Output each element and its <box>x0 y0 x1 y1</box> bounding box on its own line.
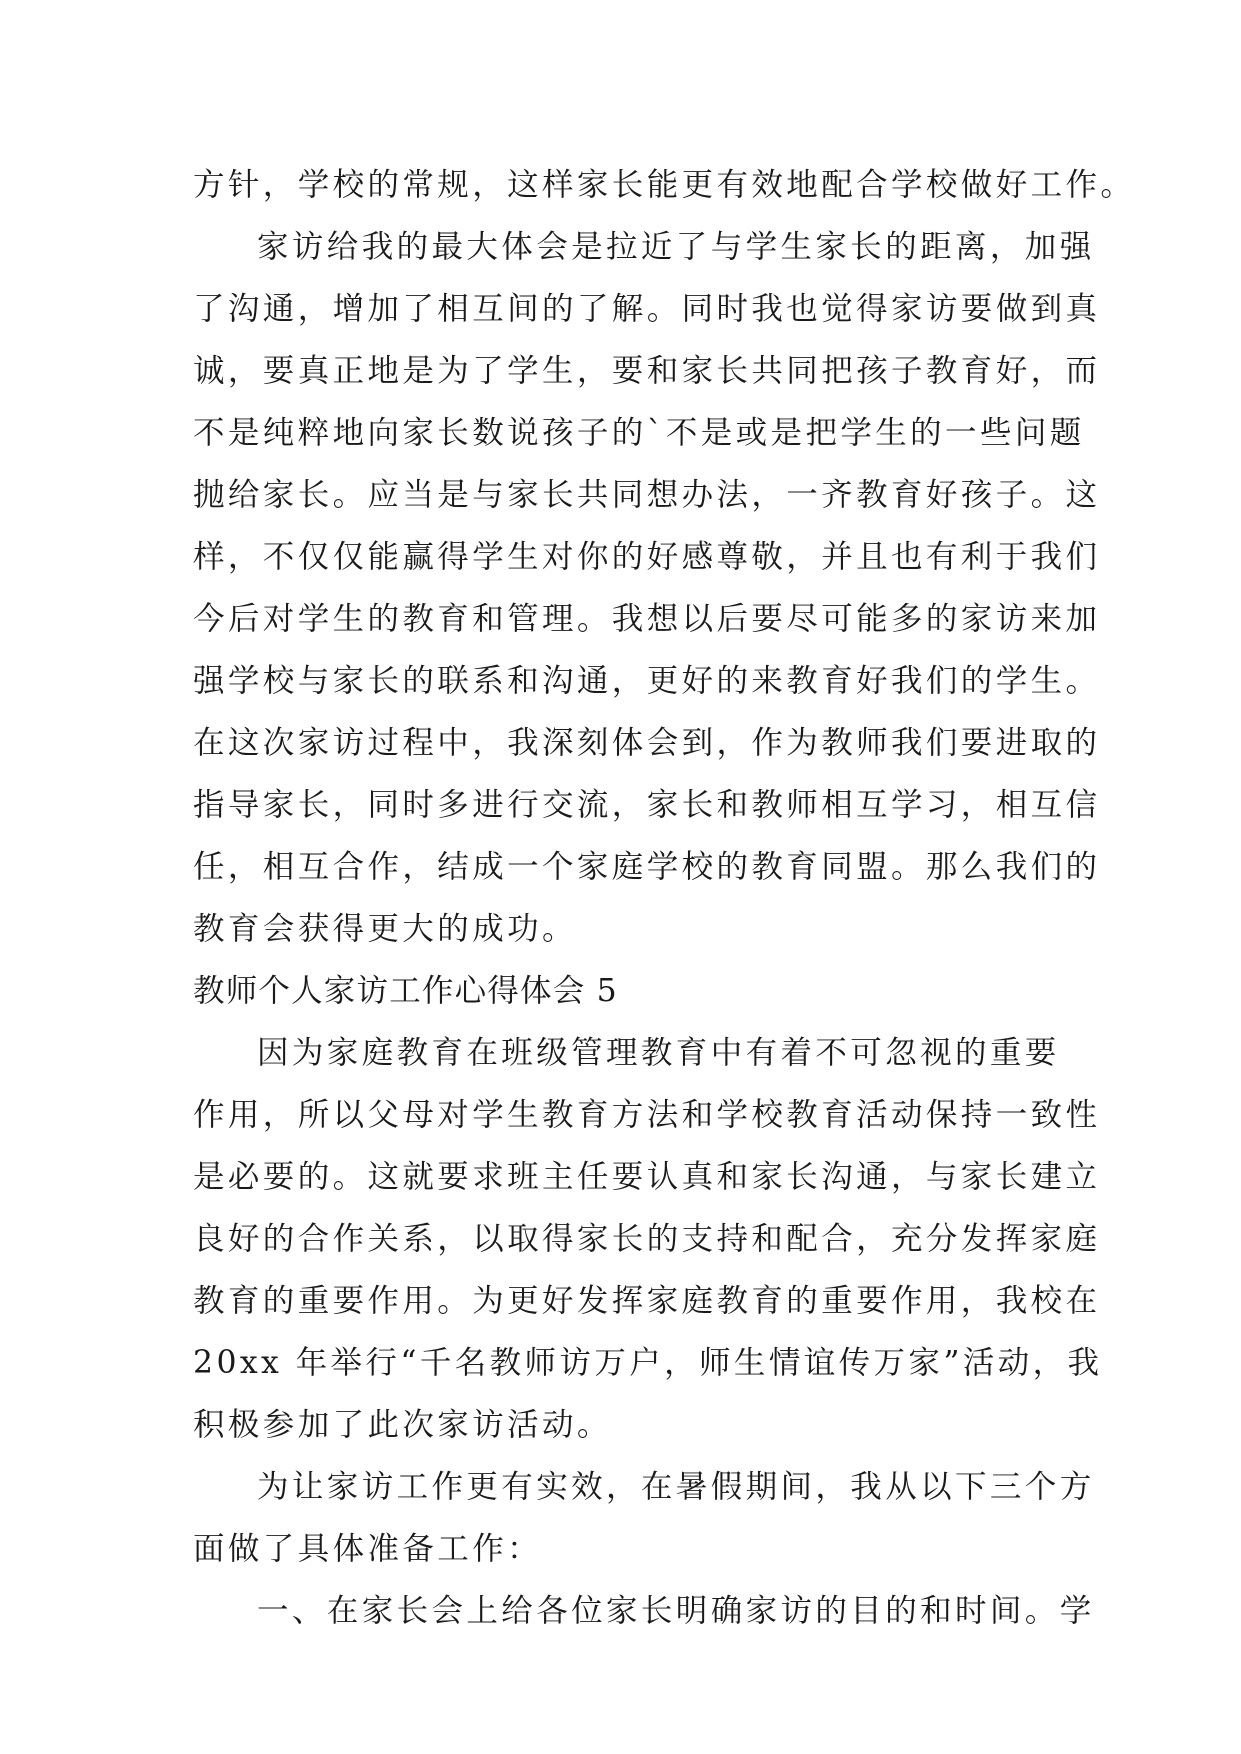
text-line: 样，不仅仅能赢得学生对你的好感尊敬，并且也有利于我们 <box>193 539 1101 575</box>
text-line: 教育会获得更大的成功。 <box>193 911 577 947</box>
text-line: 教育的重要作用。为更好发挥家庭教育的重要作用，我校在 <box>193 1283 1101 1319</box>
text-line: 良好的合作关系，以取得家长的支持和配合，充分发挥家庭 <box>193 1221 1101 1257</box>
text-line: 诚，要真正地是为了学生，要和家长共同把孩子教育好，而 <box>193 353 1101 389</box>
paragraph-first-line: 家访给我的最大体会是拉近了与学生家长的距离，加强 <box>257 229 1095 265</box>
text-line: 指导家长，同时多进行交流，家长和教师相互学习，相互信 <box>193 787 1101 823</box>
text-line: 任，相互合作，结成一个家庭学校的教育同盟。那么我们的 <box>193 849 1101 885</box>
text-line: 了沟通，增加了相互间的了解。同时我也觉得家访要做到真 <box>193 291 1101 327</box>
paragraph-first-line: 因为家庭教育在班级管理教育中有着不可忽视的重要 <box>257 1035 1060 1071</box>
text-line: 抛给家长。应当是与家长共同想办法，一齐教育好孩子。这 <box>193 477 1101 513</box>
text-line: 作用，所以父母对学生教育方法和学校教育活动保持一致性 <box>193 1097 1101 1133</box>
paragraph-first-line: 一、在家长会上给各位家长明确家访的目的和时间。学 <box>257 1593 1095 1629</box>
text-line: 不是纯粹地向家长数说孩子的`不是或是把学生的一些问题 <box>193 415 1085 451</box>
text-line: 在这次家访过程中，我深刻体会到，作为教师我们要进取的 <box>193 725 1101 761</box>
text-line: 今后对学生的教育和管理。我想以后要尽可能多的家访来加 <box>193 601 1101 637</box>
text-line: 面做了具体准备工作： <box>193 1531 543 1567</box>
text-line: 是必要的。这就要求班主任要认真和家长沟通，与家长建立 <box>193 1159 1101 1195</box>
text-line: 20xx 年举行“千名教师访万户，师生情谊传万家”活动，我 <box>193 1345 1103 1381</box>
text-line: 积极参加了此次家访活动。 <box>193 1407 612 1443</box>
text-line: 强学校与家长的联系和沟通，更好的来教育好我们的学生。 <box>193 663 1101 699</box>
text-line: 方针，学校的常规，这样家长能更有效地配合学校做好工作。 <box>193 167 1136 203</box>
section-heading: 教师个人家访工作心得体会 5 <box>193 973 618 1009</box>
paragraph-first-line: 为让家访工作更有实效，在暑假期间，我从以下三个方 <box>257 1469 1095 1505</box>
